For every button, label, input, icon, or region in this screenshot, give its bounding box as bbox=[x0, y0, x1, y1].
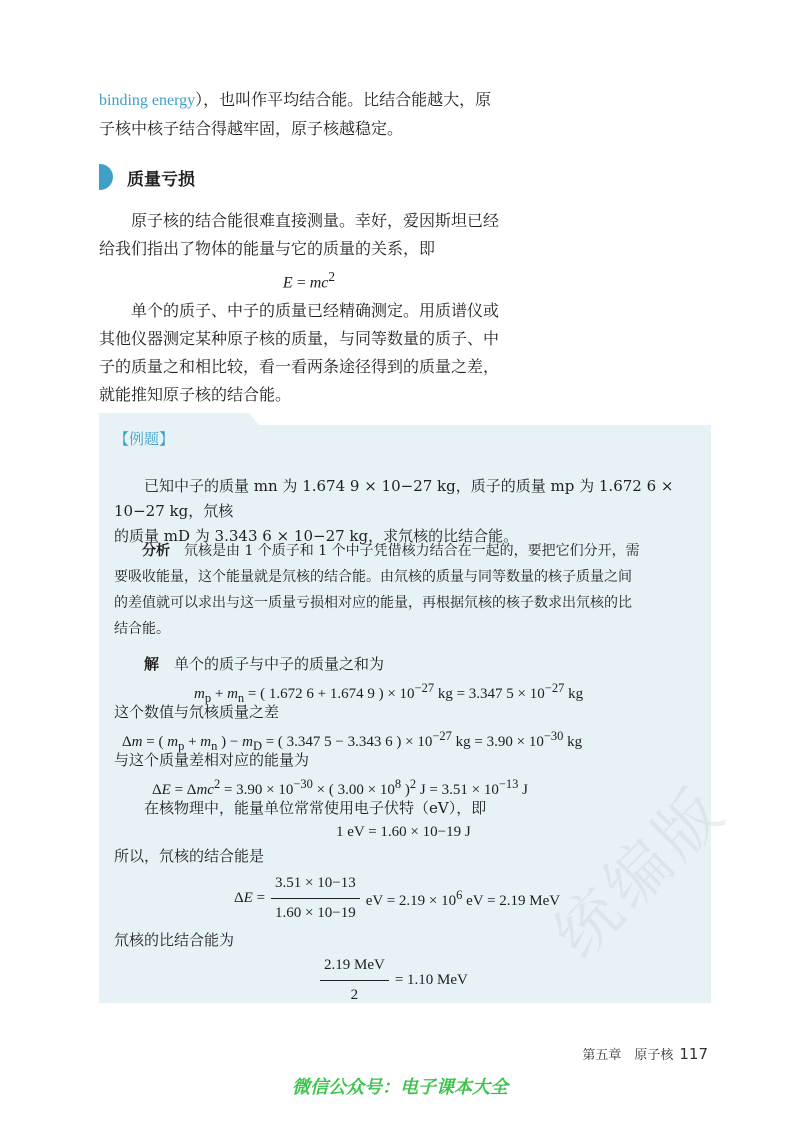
einstein-formula: $E = mc^2$ bbox=[282, 269, 336, 292]
example-solution: 解 单个的质子与中子的质量之和为 $m_p + m_n$ = ( 1.672 6 + 1.674 9 ) × $10^{-27}$ kg = 3.347 $5 \times 10^{-27}$ kg 这个数值与氘核质量之差 Δm = ( $m_p + m_n$ ) − $m_D$ = ( 3.347 5 − 3.343 6 ) × $10^{-27}$ kg = $3.90 \times 10^{-30}$ kg 与这个质量差相对应的能量为 $\Delta E = \Delta mc^2 = 3.90 \times 10^{-30}$ × ( $3.00 \times 10^8$ )$^2$ $J = 3.51 \times 10^{-13}$ J 在核物理中，能量单位常常使用电子伏特（eV），即 1 eV = 1.60 × 10−19 J 所以，氘核的结合能是 ΔE = $\frac{3.51 \times 10-13}{1.60 \times 10-19}$ eV = $2.19 \times 10^6$ eV = 2.19 MeV 氘核的比结合能为 $\frac{\text{2.19 MeV}}{2}$ = 1.10 MeV bbox=[114, 652, 694, 1008]
page-footer bbox=[582, 1044, 708, 1063]
page-number: 117 bbox=[679, 1045, 708, 1063]
equation-ev: 1 eV = 1.60 × 10−19 J bbox=[336, 824, 471, 840]
equation-specific-binding: $\frac{\text{2.19 MeV}}{2}$ = 1.10 MeV bbox=[114, 952, 694, 1008]
body-text: 原子核的结合能很难直接测量。幸好，爱因斯坦已经 给我们指出了物体的能量与它的质量的关系，即 $E = mc^2$ 单个的质子、中子的质量已经精确测定。用质谱仪或 其他仪器测定某种原子核的质量，与同等数量的质子、中 子的质量之和相比较，看一看两条途径得到的质量之差， 就能推知原子核的结合能。 bbox=[99, 207, 519, 409]
example-problem: 已知中子的质量 mn 为 1.674 9 × 10−27 kg，质子的质量 mp 为 1.672 6 × 10−27 kg，氘核 的质量 mD 为 3.343 6 × 10−27 kg，求氘核的比结合能。 bbox=[114, 477, 674, 545]
solution-keyword: 解 bbox=[144, 655, 160, 673]
section-title: 质量亏损 bbox=[127, 169, 195, 190]
watermark: 统编版 bbox=[540, 772, 742, 973]
fraction: $\frac{\text{2.19 MeV}}{2}$ bbox=[320, 953, 389, 1008]
section-marker-icon bbox=[99, 164, 113, 190]
fraction: $\frac{3.51 \times 10-13}{1.60 \times 10-19}$ bbox=[271, 871, 360, 926]
equation-energy: $\Delta E = \Delta mc^2 = 3.90 \times 10^{-30}$ × ( $3.00 \times 10^8$ )$^2$ $J = 3.51 \times 10^{-13}$ J bbox=[152, 777, 529, 798]
wechat-banner: 微信公众号：电子课本大全 bbox=[292, 1077, 508, 1098]
equation-binding-energy: ΔE = $\frac{3.51 \times 10-13}{1.60 \times 10-19}$ eV = $2.19 \times 10^6$ eV = 2.19 MeV bbox=[114, 868, 694, 928]
intro-paragraph: binding energy），也叫作平均结合能。比结合能越大，原 子核中核子结合得越牢固，原子核越稳定。 bbox=[99, 90, 492, 138]
equation-mass-defect: Δm = ( $m_p + m_n$ ) − $m_D$ = ( 3.347 5 − 3.343 6 ) × $10^{-27}$ kg = $3.90 \times 10^{-30}$ kg bbox=[122, 729, 583, 753]
example-label: 【例题】 bbox=[114, 430, 175, 448]
chapter-label: 第五章 原子核 bbox=[582, 1048, 674, 1063]
equation-mass-sum: $m_p + m_n$ = ( 1.672 6 + 1.674 9 ) × $10^{-27}$ kg = 3.347 $5 \times 10^{-27}$ kg bbox=[194, 681, 584, 705]
analysis-keyword: 分析 bbox=[142, 543, 170, 559]
section-heading bbox=[99, 162, 195, 192]
english-term: binding energy bbox=[99, 92, 196, 109]
example-analysis: 分析 氘核是由 1 个质子和 1 个中子凭借核力结合在一起的，要把它们分开，需 要吸收能量，这个能量就是氘核的结合能。由氘核的质量与同等数量的核子质量之间 的差值就可以求出与这一质量亏损相对应的能量，再根据氘核的核子数求出氘核的比 结合能。 bbox=[114, 543, 640, 637]
